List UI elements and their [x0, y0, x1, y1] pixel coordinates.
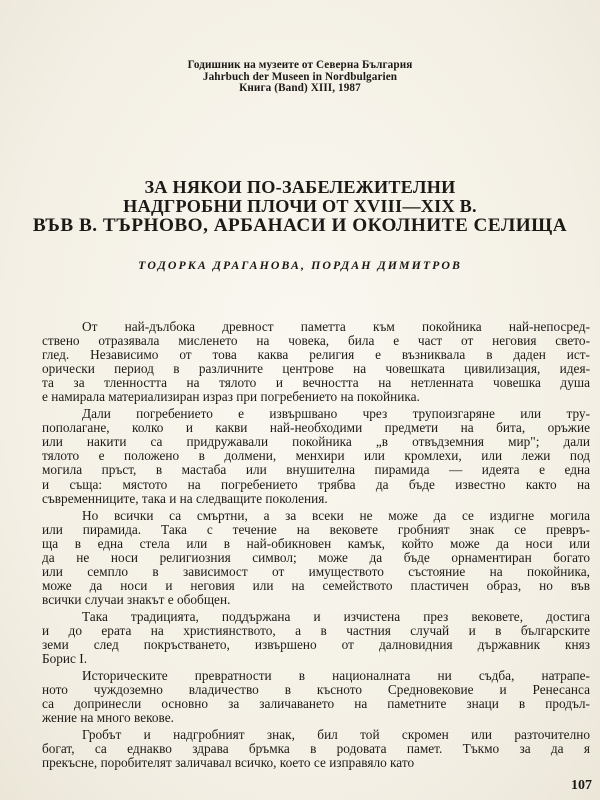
header-line-german: Jahrbuch der Museen in Nordbulgarien — [202, 70, 398, 83]
article-authors: ТОДОРКА ДРАГАНОВА, ПОРДАН ДИМИТРОВ — [138, 258, 462, 272]
journal-header — [0, 60, 600, 95]
body-line: ното чуждоземно владичество в късното Средновековие и Ренесанса — [42, 682, 590, 698]
body-line: та за тленността на тялото и вечността на нетленната човешка душа — [42, 375, 590, 391]
body-line: или накити са придружавали покойника „в отвъдземния мир"; дали — [42, 434, 590, 450]
body-line: ствено отразявала мисленето на човека, била е част от неговия свето- — [42, 333, 590, 349]
body-line: да не носи религиозния символ; може да бъде орнаментиран богато — [42, 549, 590, 565]
body-line: богат, са еднакво здрава бръмка в родовата памет. Тъкмо за да я — [42, 741, 590, 757]
page-number: 107 — [571, 778, 592, 793]
body-line: Борис I. — [42, 651, 88, 667]
body-paragraph — [42, 728, 590, 770]
body-paragraph — [42, 610, 590, 666]
body-line: жение на много векове. — [42, 710, 174, 726]
body-paragraph — [42, 320, 590, 404]
body-line: земи след покръстването, извършено от далновидния държавник княз — [42, 637, 590, 653]
body-line: могила пръст, в мастаба или внушителна пирамида — идеята е една — [42, 462, 590, 478]
title-line-2: НАДГРОБНИ ПЛОЧИ ОТ XVIII—XIX В. — [123, 196, 477, 216]
title-line-3: ВЪВ В. ТЪРНОВО, АРБАНАСИ И ОКОЛНИТЕ СЕЛИЩА — [32, 215, 568, 236]
body-line: От най-дълбока древност паметта към покойника най-непосред- — [82, 319, 590, 334]
body-line: Но всички са смъртни, а за всеки не може да се издигне могила — [82, 507, 590, 523]
header-line-volume: Книга (Band) XIII, 1987 — [239, 82, 361, 94]
body-line: пополагане, колко и какви най-необходими предмети на бита, оръжие — [42, 420, 590, 436]
body-line: тялото е положено в долмени, менхири или кромлехи, или лежи под — [42, 448, 590, 464]
body-line: Така традицията, поддържана и изчистена през вековете, достига — [82, 608, 590, 624]
body-line: и до ерата на християнството, а в частния случай и в българските — [42, 622, 590, 638]
body-paragraph — [42, 509, 590, 607]
body-line: глед. Независимо от това каква религия е възниквала в даден ист- — [42, 347, 590, 363]
body-line: съвременниците, така и на следващите поколения. — [42, 490, 328, 506]
title-line-1: ЗА НЯКОИ ПО-ЗАБЕЛЕЖИТЕЛНИ — [144, 177, 456, 197]
body-line: или пирамида. Така с течение на вековете гробният знак се превръ- — [42, 521, 590, 537]
article-body — [42, 320, 590, 773]
body-line: Гробът и надгробният знак, бил той скромен или разточително — [82, 727, 590, 743]
body-line: може да носи и неговия или на семейството пластичен образ, но във — [42, 577, 590, 593]
body-line: Дали погребението е извършвано чрез трупоизгаряне или тру- — [82, 406, 590, 422]
body-line: или семпло в зависимост от имуществото състояние на покойника, — [42, 563, 590, 579]
article-title — [0, 178, 600, 235]
body-paragraph — [42, 669, 590, 725]
body-paragraph — [42, 407, 590, 505]
header-line-bulgarian: Годишник на музеите от Северна България — [187, 59, 413, 71]
body-line: орически период в различните центрове на човешката цивилизация, идея- — [42, 361, 590, 377]
body-line: ща в една стела или в най-обикновен камък, който може да носи или — [42, 535, 590, 551]
body-line: са допринесли основно за заличаването на паметните знаци в продъл- — [42, 696, 590, 712]
body-line: всички случаи знакът е обобщен. — [42, 591, 231, 607]
body-line: Историческите превратности в националната ни съдба, натрапе- — [82, 668, 590, 684]
body-line: е намирала материализиран израз при погребението на покойника. — [42, 389, 420, 405]
body-line: и съща: мястото на погребението трябва да бъде известно както на — [42, 476, 590, 492]
body-line: прекъсне, поробителят заличавал всичко, което се изправяло като — [42, 755, 415, 771]
